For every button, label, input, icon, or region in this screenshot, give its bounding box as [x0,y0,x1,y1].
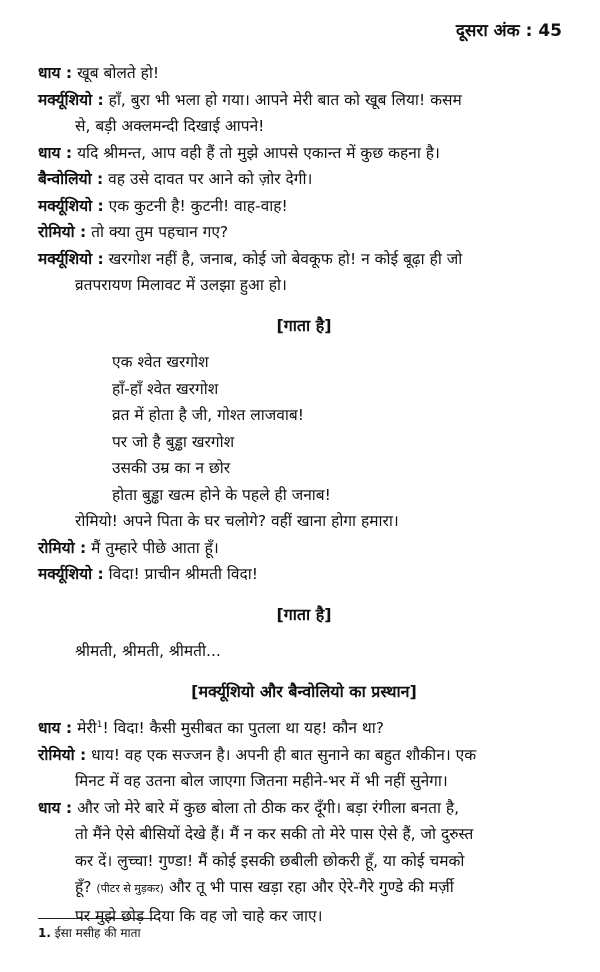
speaker-name: बैन्वोलियो : [38,170,104,188]
speech-continuation: तो मैंने ऐसे बीसियों देखे हैं। मैं न कर सकी तो मेरे पास ऐसे हैं, जो दुरुस्त [75,825,474,843]
speech-continuation: व्रतपरायण मिलावट में उलझा हुआ हो। [75,276,287,294]
song-line: पर जो है बुड्ढा खरगोश [112,432,235,451]
speech-text: धाय! वह एक सज्जन है। अपनी ही बात सुनाने का बहुत शौकीन। एक [86,745,477,764]
speech-text: विदा! प्राचीन श्रीमती विदा! [103,565,259,583]
speech-continuation: कर दें। लुच्चा! गुण्डा! मैं कोई इसकी छबीली छोकरी हूँ, या कोई चमको [75,851,465,870]
dialogue-line [38,193,570,220]
stage-direction: [गाता है] [276,604,332,624]
running-header: दूसरा अंक : 45 [455,21,562,41]
speech-text: ! विदा! कैसी मुसीबत का पुतला था यह! कौन था? [102,719,385,737]
speech-continuation: मिनट में वह उतना बोल जाएगा जितना महीने-भर में भी नहीं सुनेगा। [75,772,448,790]
footnote-number: 1. [38,926,51,940]
speech-text: खूब बोलते हो! [72,64,160,82]
song-prose-line: रोमियो! अपने पिता के घर चलोगे? वहीं खाना होगा हमारा। [75,512,399,530]
dialogue-line [38,561,570,588]
speaker-name: धाय : [38,719,73,737]
speech-text: खरगोश नहीं है, जनाब, कोई जो बेवकूफ हो! न कोई बूढ़ा ही जो [103,249,463,268]
speech-continuation: से, बड़ी अक्लमन्दी दिखाई आपने! [75,117,265,135]
song-line: श्रीमती, श्रीमती, श्रीमती... [75,642,221,660]
speaker-name: मर्क्यूशियो : [38,90,104,109]
speaker-name: धाय : [38,143,73,162]
speaker-name: धाय : [38,64,73,82]
song-line: व्रत में होता है जी, गोश्त लाजवाब! [112,406,304,424]
dialogue-line [38,535,570,562]
page-body [38,60,570,929]
footnote-text: ईसा मसीह की माता [50,926,141,940]
song-line: होता बुड्ढा खत्म होने के पहले ही जनाब! [112,485,331,504]
dialogue-line [38,795,570,822]
speech-text: एक कुटनी है! कुटनी! वाह-वाह! [103,196,288,215]
speech-text: हूँ? [75,878,97,896]
footnote-divider [38,918,156,919]
footnote-marker: 1 [96,719,103,730]
inline-stage-direction: (पीटर से मुड़कर) [96,882,164,895]
speech-text: मैं तुम्हारे पीछे आता हूँ। [86,538,219,557]
dialogue-line [38,87,570,114]
dialogue-line [38,742,570,769]
speech-text: मेरी [72,719,97,737]
footnote [38,924,141,941]
speaker-name: मर्क्यूशियो : [38,249,104,268]
speaker-name: रोमियो : [38,745,87,764]
speech-text: और तू भी पास खड़ा रहा और ऐरे-गैरे गुण्डे की मर्ज़ी [163,878,454,896]
dialogue-line [38,166,570,193]
speech-continuation [38,874,570,903]
dialogue-line [38,715,570,742]
speaker-name: रोमियो : [38,538,87,557]
speaker-name: मर्क्यूशियो : [38,196,104,215]
speech-text: हाँ, बुरा भी भला हो गया। आपने मेरी बात को खूब लिया! कसम [103,90,462,109]
speech-continuation: पर मुझे छोड़ दिया कि वह जो चाहे कर जाए। [75,906,323,925]
song-line: उसकी उम्र का न छोर [112,459,231,477]
speaker-name: धाय : [38,798,73,817]
song-line: एक श्वेत खरगोश [112,353,209,371]
dialogue-line [38,60,570,87]
speech-text: वह उसे दावत पर आने को ज़ोर देगी। [103,170,313,188]
dialogue-line [38,219,570,246]
exit-stage-direction: [मर्क्यूशियो और बैन्वोलियो का प्रस्थान] [191,681,417,701]
speech-text: तो क्या तुम पहचान गए? [86,223,229,241]
dialogue-line [38,246,570,273]
speaker-name: मर्क्यूशियो : [38,565,104,583]
song-line: हाँ-हाँ श्वेत खरगोश [112,379,219,398]
speaker-name: रोमियो : [38,223,87,241]
dialogue-line [38,140,570,167]
speech-text: और जो मेरे बारे में कुछ बोला तो ठीक कर दूँगी। बड़ा रंगीला बनता है, [72,798,460,817]
speech-text: यदि श्रीमन्त, आप वही हैं तो मुझे आपसे एकान्त में कुछ कहना है। [72,143,440,162]
stage-direction: [गाता है] [276,315,332,335]
